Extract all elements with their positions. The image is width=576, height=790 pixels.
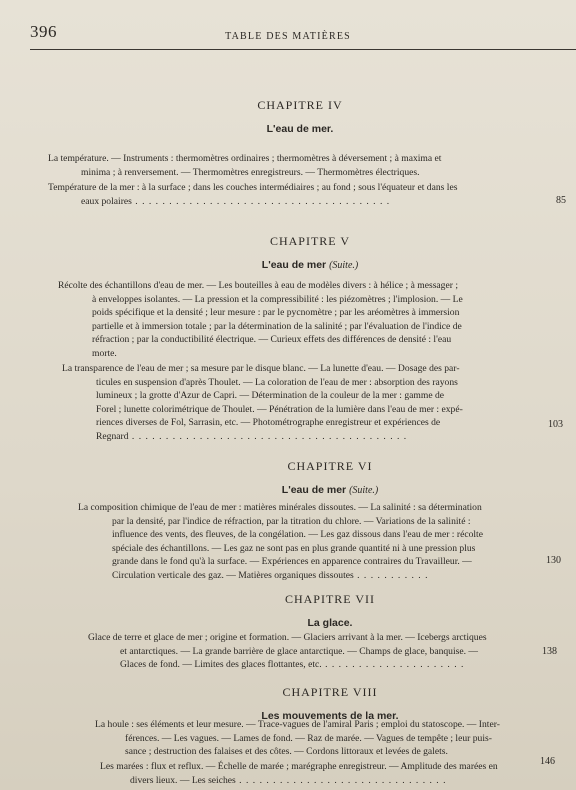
toc-entry: La composition chimique de l'eau de mer : matières minérales dissoutes. — La salinité : sa détermination par la densité, par l'indice de réfraction, par la titration du chlore. — Variations de la salinité : influence des vents, des fleuves, de la congélation. — Les gaz dissous dans l'eau de mer : récolte spéciale des échantillons. — Les gaz ne sont pas en plus grande quantité ni à une pression plus grande dans le fond qu'à la surface. — Expériences en apparence contraires du Travailleur. — Circulation verticale des gaz. — Matières organiques dissoutes . . . . . . . . . . . [78, 502, 483, 581]
entry-line: ticules en suspension d'après Thoulet. — La coloration de l'eau de mer : absorption des rayons [96, 376, 458, 388]
entry-line: férences. — Les vagues. — Lames de fond. — Raz de marée. — Vagues de tempête ; leur puis- [125, 732, 492, 744]
running-title: TABLE DES MATIÈRES [225, 31, 351, 42]
chapter-heading: CHAPITRE VI [287, 459, 373, 473]
entry-line: Circulation verticale des gaz. — Matières organiques dissoutes [112, 569, 354, 581]
entry-line: à enveloppes isolantes. — La pression et la compressibilité : les piézomètres ; l'implosion. — Le [92, 293, 463, 305]
toc-entry: Glace de terre et glace de mer ; origine et formation. — Glaciers arrivant à la mer. — Icebergs arctiques et antarctiques. — La grande barrière de glace antarctique. — Champs de glace, banquise. — Glaces de fond. — Limites des glaces flottantes, etc. . . . . . . . . . . . . . . . . . . . . . [88, 632, 487, 671]
entry-line: minima ; à renversement. — Thermomètres enregistreurs. — Thermomètres électriques. [81, 166, 420, 178]
chapter-vii-title [200, 592, 460, 629]
toc-entry: La transparence de l'eau de mer ; sa mesure par le disque blanc. — La lunette d'eau. — Dosage des par- ticules en suspension d'après Thoulet. — La coloration de l'eau de mer : absorption des rayons lumineux ; la grotte d'Azur de Capri. — Détermination de la couleur de la mer : gamme de Forel ; lunette colorimétrique de Thoulet. — Pénétration de la lumière dans l'eau de mer : expé- riences diverses de Fol, Sarrasin, etc. — Photométrographe enregistreur et expériences de Regnard . . . . . . . . . . . . . . . . . . . . . . . . . . . . . . . . . . . . . . . . . [62, 363, 463, 442]
toc-entry: Température de la mer : à la surface ; dans les couches intermédiaires ; au fond ; sous l'équateur et dans les eaux polaires . . . . . . . . . . . . . . . . . . . . . . . . . . . . . . . . . . . . . . [48, 182, 458, 207]
entry-line: poids spécifique et la densité ; leur mesure : par le pycnomètre ; par les aréomètres à immersion [92, 307, 460, 319]
chapter-subtitle: La glace. [307, 617, 353, 629]
entry-line: influence des vents, des fleuves, de la congélation. — Les gaz dissous dans l'eau de mer : récolte [112, 529, 483, 541]
entry-line: spéciale des échantillons. — Les gaz ne sont pas en plus grande quantité ni à une pression plus [112, 542, 476, 554]
toc-entry [58, 279, 463, 361]
entry-line: sance ; destruction des falaises et des côtes. — Cordons littoraux et levées de galets. [125, 746, 448, 758]
entry-line: Les marées : flux et reflux. — Échelle de marée ; marégraphe enregistreur. — Amplitude des marées en [100, 761, 498, 772]
entry-line: La température. — Instruments : thermomètres ordinaires ; thermomètres à déversement ; à maxima et [48, 153, 442, 164]
entry-line: La houle : ses éléments et leur mesure. — Trace-vagues de l'amiral Paris ; emploi du statoscope. — Inter- [95, 719, 500, 730]
toc-entry [95, 718, 500, 759]
chapter-heading: CHAPITRE V [269, 234, 351, 248]
chapter-subtitle: L'eau de mer (Suite.) [261, 259, 359, 271]
chapter-subtitle: L'eau de mer. [266, 123, 334, 135]
entry-line: eaux polaires [81, 195, 132, 207]
entry-line: partielle et à immersion totale ; par la détermination de la salinité ; par l'évaluation de l'indice de [92, 320, 462, 332]
page-reference: 138 [542, 646, 557, 657]
entry-line: réfraction ; par la conductibilité électrique. — Curieux effets des différences de densité : l'eau [92, 334, 452, 346]
toc-entry: Les marées : flux et reflux. — Échelle de marée ; marégraphe enregistreur. — Amplitude des marées en divers lieux. — Les seiches . . . . . . . . . . . . . . . . . . . . . . . . . . . . . . . [100, 761, 498, 786]
chapter-heading: CHAPITRE IV [257, 98, 343, 112]
entry-line: La composition chimique de l'eau de mer : matières minérales dissoutes. — La salinité : sa détermination [78, 502, 482, 513]
entry-line: Forel ; lunette colorimétrique de Thoulet. — Pénétration de la lumière dans l'eau de mer : expé- [96, 403, 463, 415]
page-reference: 130 [546, 555, 561, 566]
chapter-heading: CHAPITRE VII [284, 592, 376, 606]
page-reference: 103 [548, 419, 563, 430]
entry-line: grande dans le fond qu'à la surface. — Expériences en apparence contraires du Travailleur. — [112, 556, 472, 568]
chapter-iv-title [170, 98, 430, 135]
page-reference: 85 [556, 195, 566, 206]
entry-line: morte. [92, 347, 117, 359]
entry-line: Glace de terre et glace de mer ; origine et formation. — Glaciers arrivant à la mer. — Icebergs arctiques [88, 632, 487, 643]
entry-line: lumineux ; la grotte d'Azur de Capri. — Détermination de la couleur de la mer : gamme de [96, 390, 445, 402]
chapter-vi-title [200, 459, 460, 496]
entry-line: Glaces de fond. — Limites des glaces flottantes, etc. [120, 659, 322, 671]
page-number: 396 [30, 22, 57, 41]
chapter-subtitle: L'eau de mer (Suite.) [281, 484, 379, 496]
entry-line: La transparence de l'eau de mer ; sa mesure par le disque blanc. — La lunette d'eau. — Dosage des par- [62, 363, 460, 374]
entry-line: Récolte des échantillons d'eau de mer. — Les bouteilles à eau de modèles divers : à hélice ; à messager ; [58, 280, 458, 291]
chapter-v-title [180, 234, 440, 271]
page-reference: 146 [540, 756, 555, 767]
entry-line: Regnard [96, 430, 129, 442]
toc-entry [48, 152, 441, 179]
entry-line: Température de la mer : à la surface ; dans les couches intermédiaires ; au fond ; sous l'équateur et dans les [48, 182, 458, 193]
header-rule [30, 49, 576, 50]
entry-line: et antarctiques. — La grande barrière de glace antarctique. — Champs de glace, banquise. — [120, 645, 479, 657]
entry-line: riences diverses de Fol, Sarrasin, etc. — Photométrographe enregistreur et expériences de [96, 417, 441, 429]
entry-line: divers lieux. — Les seiches [130, 774, 236, 786]
chapter-heading: CHAPITRE VIII [282, 685, 378, 699]
chapter-viii-title [200, 685, 460, 722]
chapter-subtitle: Les mouvements de la mer. [261, 710, 399, 722]
entry-line: par la densité, par l'indice de réfraction, par la titration du chlore. — Variations de la salinité : [112, 515, 471, 527]
